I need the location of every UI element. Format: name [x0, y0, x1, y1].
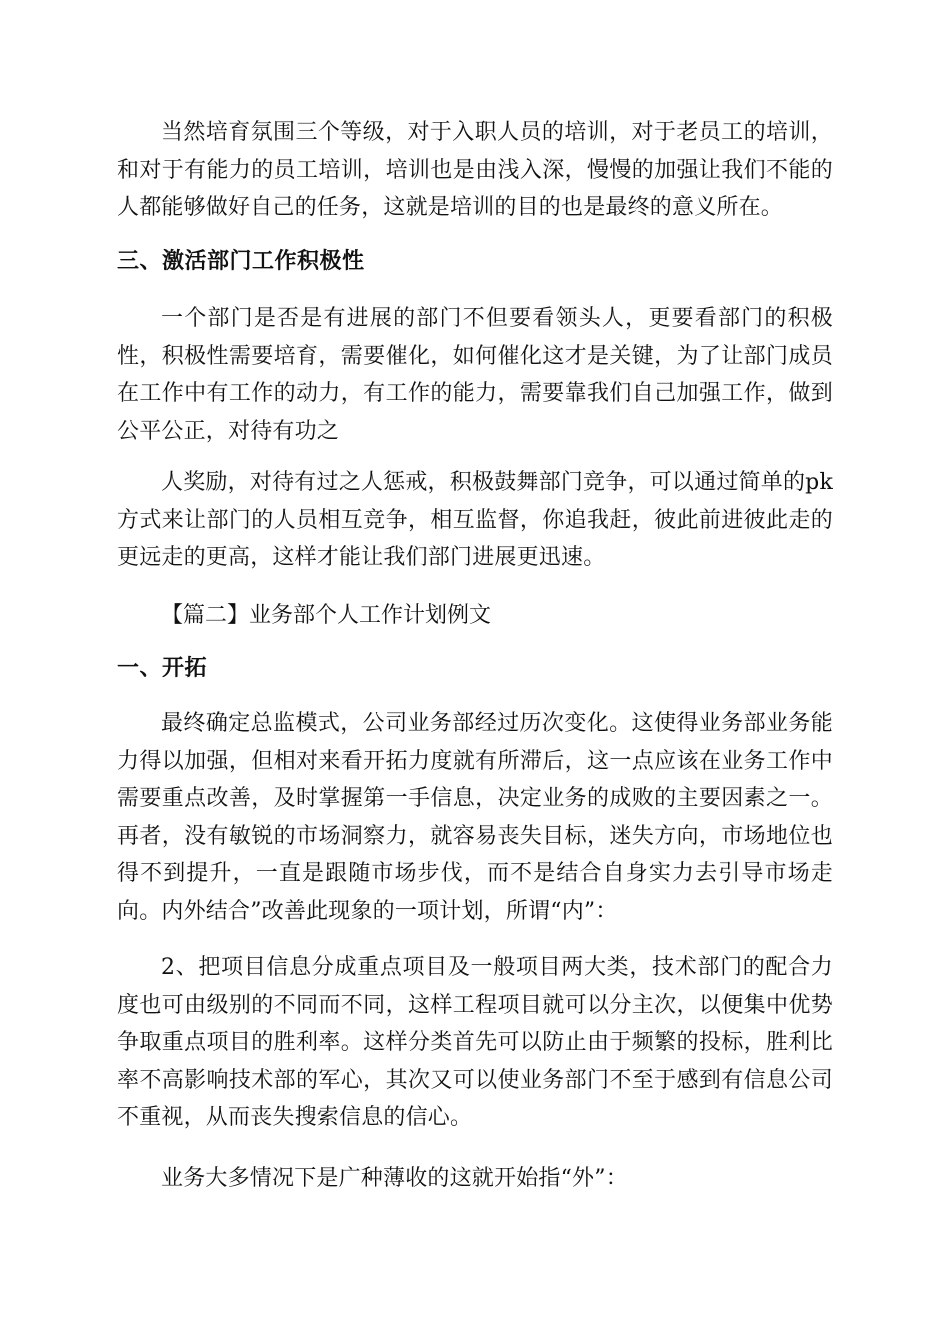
paragraph-director-model: 最终确定总监模式，公司业务部经过历次变化。这使得业务部业务能力得以加强，但相对来看开拓力度就有所滞后，这一点应该在业务工作中需要重点改善，及时掌握第一手信息，决定业务的成败的主要因素之一。再者，没有敏锐的市场洞察力，就容易丧失目标，迷失方向，市场地位也得不到提升，一直是跟随市场步伐，而不是结合自身实力去引导市场走向。内外结合”改善此现象的一项计划，所谓“内”： [117, 711, 833, 924]
paragraph-rewards-competition: 人奖励，对待有过之人惩戒，积极鼓舞部门竞争，可以通过简单的pk方式来让部门的人员相互竞争，相互监督，你追我赶，彼此前进彼此走的更远走的更高，这样才能让我们部门进展更迅速。 [117, 470, 833, 570]
paragraph-external: 业务大多情况下是广种薄收的这就开始指“外”： [161, 1166, 628, 1191]
heading-expansion: 一、开拓 [117, 655, 208, 681]
paragraph-department-enthusiasm: 一个部门是否是有进展的部门不但要看领头人，更要看部门的积极性，积极性需要培育，需要催化，如何催化这才是关键，为了让部门成员在工作中有工作的动力，有工作的能力，需要靠我们自己加强工作，做到公平公正，对待有功之 [117, 306, 833, 444]
heading-activate-department: 三、激活部门工作积极性 [117, 248, 365, 274]
section-title-part-two: 【篇二】业务部个人工作计划例文 [161, 603, 492, 628]
paragraph-training-levels: 当然培育氛围三个等级，对于入职人员的培训，对于老员工的培训，和对于有能力的员工培训，培训也是由浅入深，慢慢的加强让我们不能的人都能够做好自己的任务，这就是培训的目的也是最终的意义所在。 [117, 120, 833, 220]
paragraph-project-classification: 2、把项目信息分成重点项目及一般项目两大类，技术部门的配合力度也可由级别的不同而不同，这样工程项目就可以分主次，以便集中优势争取重点项目的胜利率。这样分类首先可以防止由于频繁的投标，胜利比率不高影响技术部的军心，其次又可以使业务部门不至于感到有信息公司不重视，从而丧失搜索信息的信心。 [117, 955, 833, 1130]
